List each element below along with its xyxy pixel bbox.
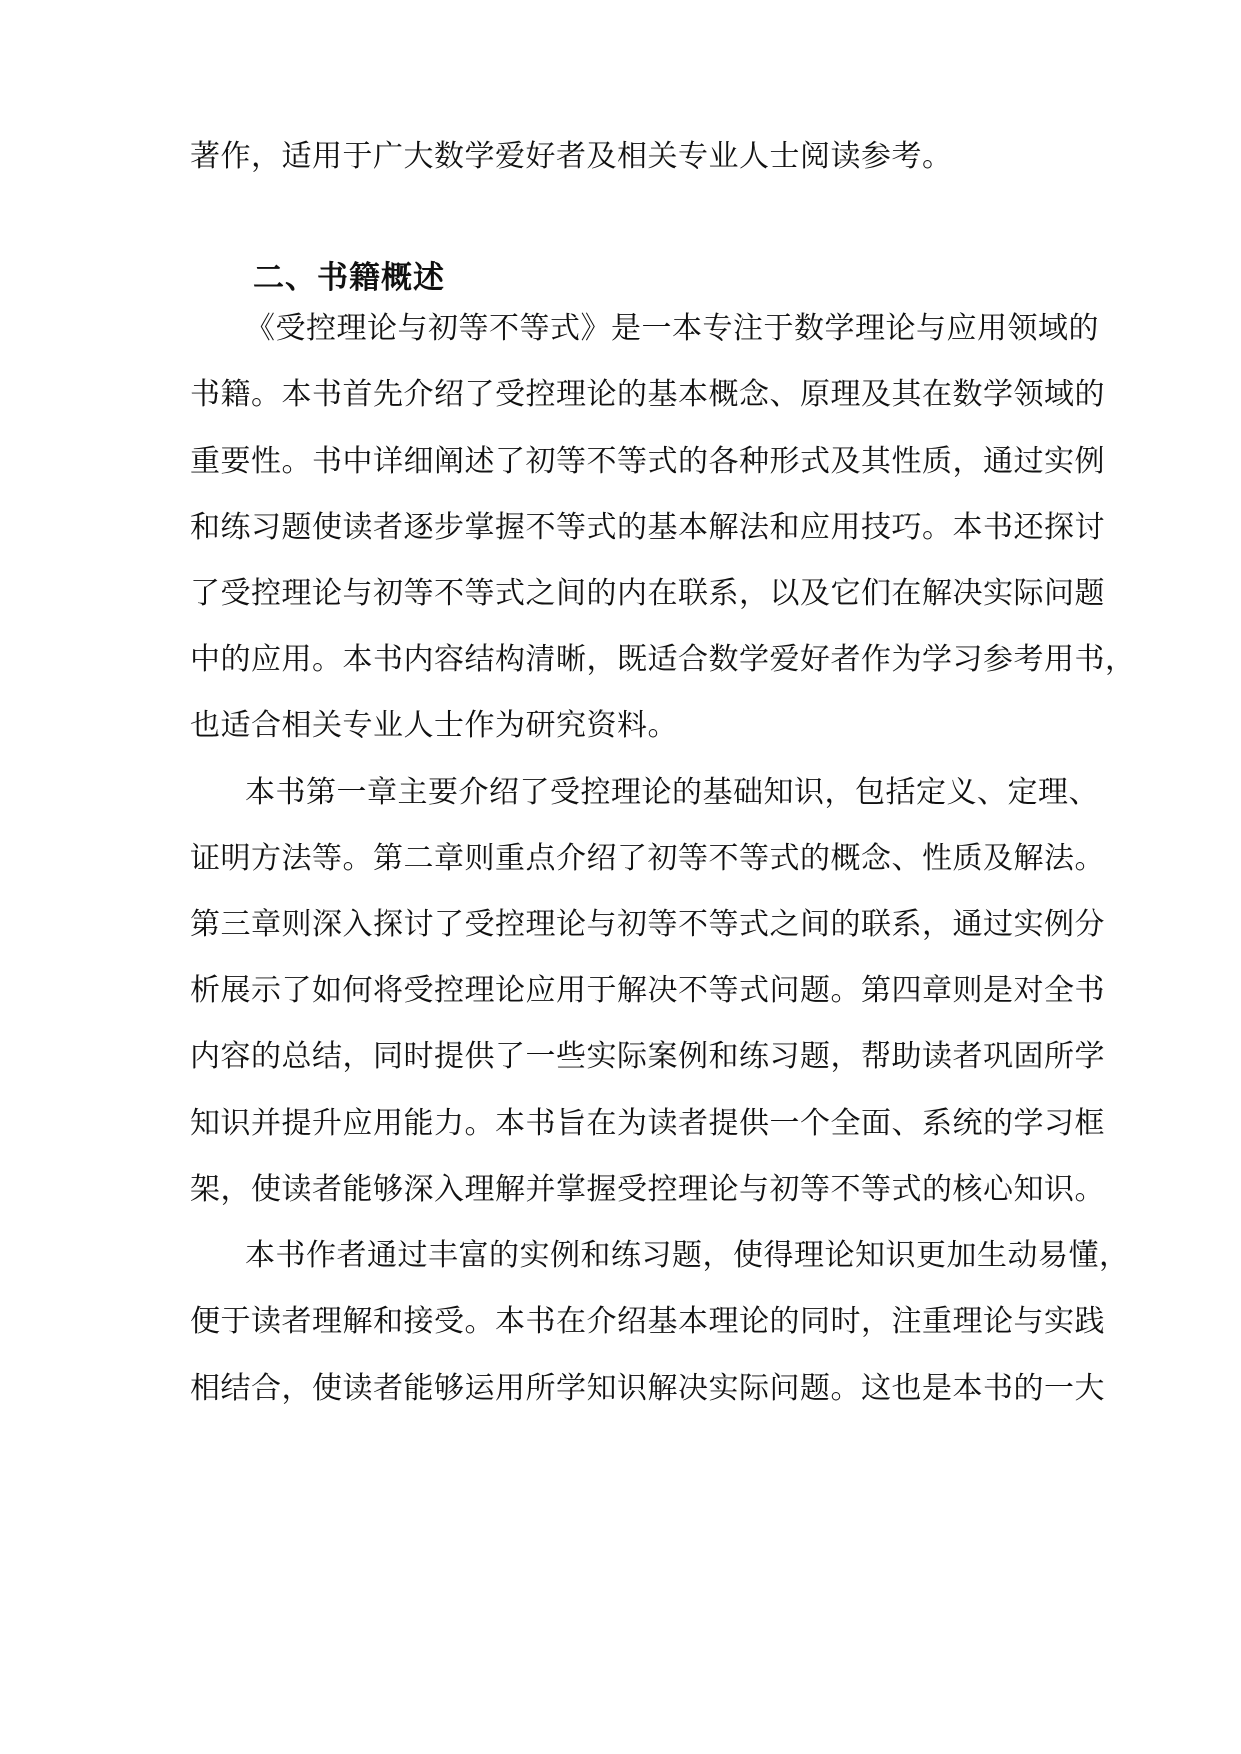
text-line-17: 便于读者理解和接受。本书在介绍基本理论的同时，注重理论与实践 [190, 1304, 1105, 1339]
text-line-4: 重要性。书中详细阐述了初等不等式的各种形式及其性质，通过实例 [190, 444, 1105, 479]
text-line-18: 相结合，使读者能够运用所学知识解决实际问题。这也是本书的一大 [190, 1371, 1105, 1406]
text-line-15: 架，使读者能够深入理解并掌握受控理论与初等不等式的核心知识。 [190, 1172, 1105, 1207]
text-line-16: 本书作者通过丰富的实例和练习题，使得理论知识更加生动易懂， [245, 1238, 1130, 1273]
text-line-2: 《受控理论与初等不等式》是一本专注于数学理论与应用领域的 [245, 311, 1099, 346]
text-line-1: 著作，适用于广大数学爱好者及相关专业人士阅读参考。 [190, 139, 953, 174]
text-line-13: 内容的总结，同时提供了一些实际案例和练习题，帮助读者巩固所学 [190, 1039, 1105, 1074]
text-line-8: 也适合相关专业人士作为研究资料。 [190, 708, 678, 743]
text-line-10: 证明方法等。第二章则重点介绍了初等不等式的概念、性质及解法。 [190, 841, 1105, 876]
text-line-5: 和练习题使读者逐步掌握不等式的基本解法和应用技巧。本书还探讨 [190, 510, 1105, 545]
text-line-12: 析展示了如何将受控理论应用于解决不等式问题。第四章则是对全书 [190, 973, 1105, 1008]
section-heading: 二、书籍概述 [253, 260, 445, 296]
text-line-3: 书籍。本书首先介绍了受控理论的基本概念、原理及其在数学领域的 [190, 377, 1105, 412]
text-line-9: 本书第一章主要介绍了受控理论的基础知识，包括定义、定理、 [245, 775, 1099, 810]
text-line-11: 第三章则深入探讨了受控理论与初等不等式之间的联系，通过实例分 [190, 907, 1105, 942]
text-line-6: 了受控理论与初等不等式之间的内在联系，以及它们在解决实际问题 [190, 576, 1105, 611]
text-line-14: 知识并提升应用能力。本书旨在为读者提供一个全面、系统的学习框 [190, 1106, 1105, 1141]
text-line-7: 中的应用。本书内容结构清晰，既适合数学爱好者作为学习参考用书， [190, 642, 1136, 677]
